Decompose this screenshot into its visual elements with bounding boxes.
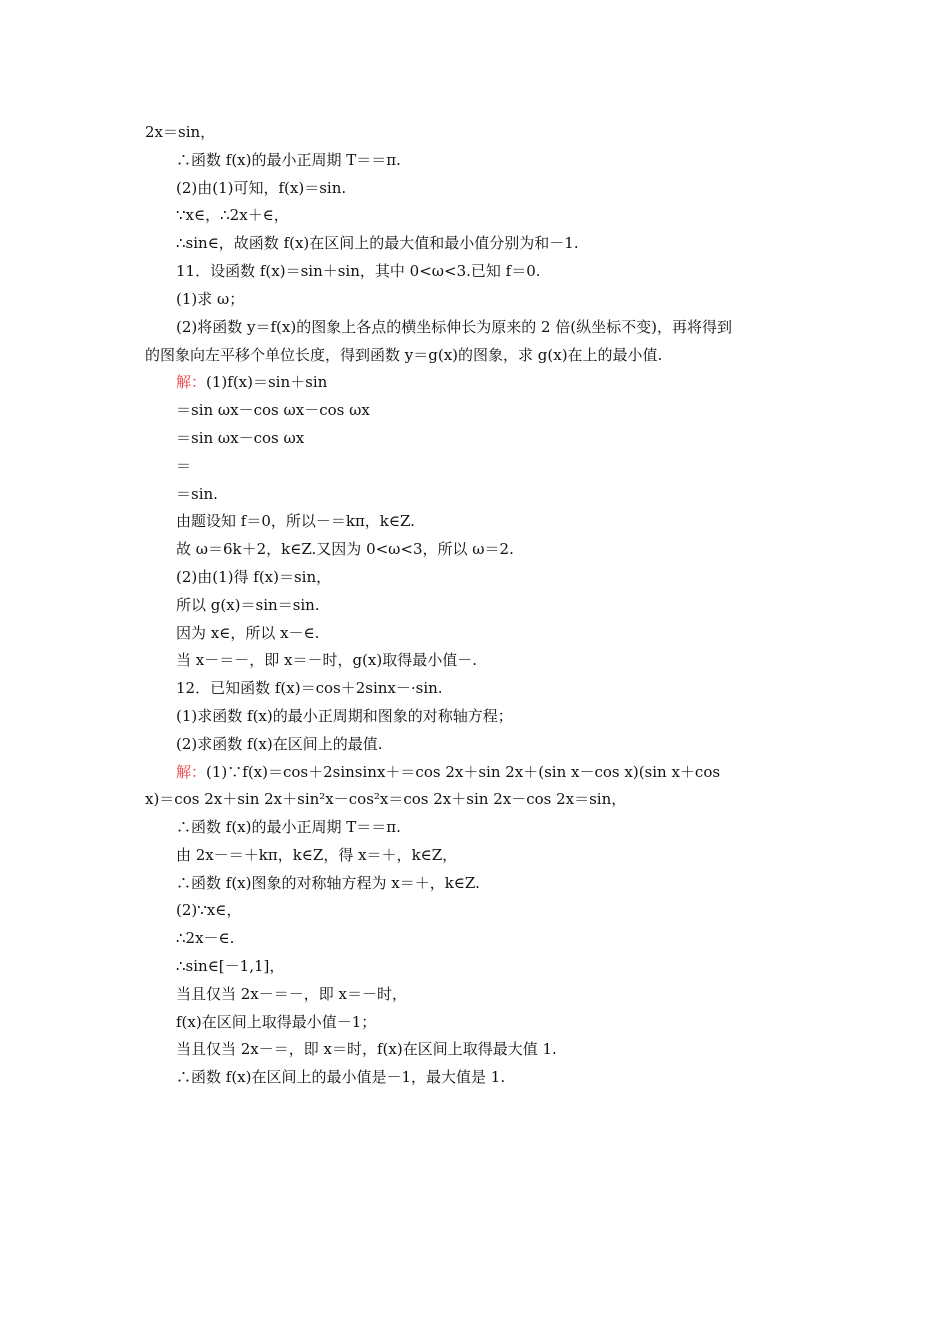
text-line: 所以 g(x)＝sin＝sin. bbox=[176, 596, 320, 614]
problem-11-statement: 11．设函数 f(x)＝sin＋sin，其中 0<ω<3.已知 f＝0. bbox=[176, 262, 541, 280]
text-line: (1)f(x)＝sin＋sin bbox=[206, 373, 328, 391]
text-line: (2)∵x∈， bbox=[176, 901, 242, 919]
text-line: 故 ω＝6k＋2，k∈Z.又因为 0<ω<3，所以 ω＝2. bbox=[176, 540, 514, 558]
text-line: ∴函数 f(x)图象的对称轴方程为 x＝＋，k∈Z. bbox=[176, 874, 480, 892]
text-line: (1)求函数 f(x)的最小正周期和图象的对称轴方程； bbox=[176, 707, 513, 725]
text-line: 2x＝sin， bbox=[145, 123, 216, 141]
problem-12-statement: 12．已知函数 f(x)＝cos＋2sinx－·sin. bbox=[176, 679, 443, 697]
text-line: ∴函数 f(x)的最小正周期 T＝＝π. bbox=[176, 151, 401, 169]
text-line: (2)由(1)得 f(x)＝sin， bbox=[176, 568, 332, 586]
text-line: (2)求函数 f(x)在区间上的最值. bbox=[176, 735, 383, 753]
text-line: x)＝cos 2x＋sin 2x＋sin²x－cos²x＝cos 2x＋sin 2x－cos 2x＝sin， bbox=[145, 790, 627, 808]
text-line: ＝sin ωx－cos ωx bbox=[176, 429, 305, 447]
text-line: (2)由(1)可知，f(x)＝sin. bbox=[176, 179, 347, 197]
text-line: ∴sin∈，故函数 f(x)在区间上的最大值和最小值分别为和－1. bbox=[176, 234, 579, 252]
text-line: 由题设知 f＝0，所以－＝kπ，k∈Z. bbox=[176, 512, 415, 530]
text-line: (2)将函数 y＝f(x)的图象上各点的横坐标伸长为原来的 2 倍(纵坐标不变)，再将得到 bbox=[176, 318, 732, 336]
solution-line bbox=[176, 762, 720, 782]
text-line: ∴2x－∈. bbox=[176, 929, 235, 947]
text-line: f(x)在区间上取得最小值－1； bbox=[176, 1013, 377, 1031]
text-line: (1)求 ω； bbox=[176, 290, 245, 308]
text-line: (1)∵f(x)＝cos＋2sinsinx＋＝cos 2x＋sin 2x＋(sin x－cos x)(sin x＋cos bbox=[206, 763, 721, 781]
text-line: 当且仅当 2x－＝－，即 x＝－时， bbox=[176, 985, 407, 1003]
solution-label: 解： bbox=[176, 763, 207, 781]
solution-line bbox=[176, 372, 327, 392]
text-line: ＝sin ωx－cos ωx－cos ωx bbox=[176, 401, 370, 419]
solution-label: 解： bbox=[176, 373, 207, 391]
text-line: ＝ bbox=[176, 457, 192, 475]
text-line: 的图象向左平移个单位长度，得到函数 y＝g(x)的图象，求 g(x)在上的最小值. bbox=[145, 346, 663, 364]
text-line: ∴sin∈[－1,1]， bbox=[176, 957, 285, 975]
text-line: ＝sin. bbox=[176, 485, 218, 503]
text-line: 当 x－＝－，即 x＝－时，g(x)取得最小值－. bbox=[176, 651, 477, 669]
text-line: ∴函数 f(x)在区间上的最小值是－1，最大值是 1. bbox=[176, 1068, 506, 1086]
text-line: ∴函数 f(x)的最小正周期 T＝＝π. bbox=[176, 818, 401, 836]
text-line: 由 2x－＝＋kπ，k∈Z，得 x＝＋，k∈Z， bbox=[176, 846, 458, 864]
text-line: 因为 x∈，所以 x－∈. bbox=[176, 624, 320, 642]
text-line: 当且仅当 2x－＝，即 x＝时，f(x)在区间上取得最大值 1. bbox=[176, 1040, 557, 1058]
text-line: ∵x∈，∴2x＋∈， bbox=[176, 206, 289, 224]
